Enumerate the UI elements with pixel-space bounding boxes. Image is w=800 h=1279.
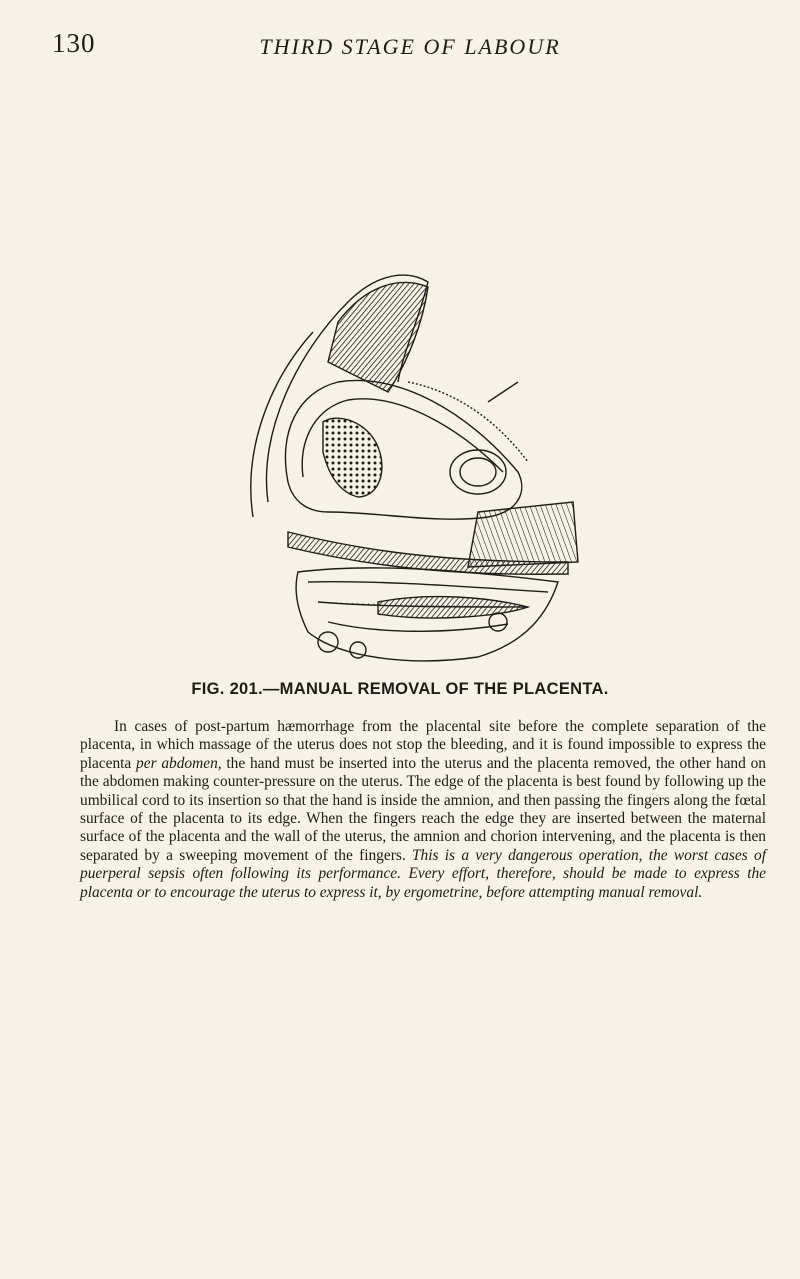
figure-caption: FIG. 201.—MANUAL REMOVAL OF THE PLACENTA.: [191, 680, 609, 698]
running-head: THIRD STAGE OF LABOUR: [259, 34, 561, 59]
uterus-outline: [285, 380, 521, 519]
paragraph-text-2: the hand must be inserted into the uterus and the placenta removed, the other hand on the abdomen making counter-pressure on the uterus. The edge of the placenta is best found by following up the umbilical cord to its insertion so that the hand is inside the amnion, and then passing the fingers along the fœtal surface of the placenta to its edge. When the fingers reach the edge they are inserted between the maternal surface of the placenta and the wall of the uterus, the amnion and chorion intervening, and the placenta is then separated by a sweeping movement of the fingers.: [80, 754, 766, 864]
figure-illustration: [228, 262, 612, 682]
hand-shading: [328, 283, 428, 392]
body-paragraph: [80, 718, 766, 902]
page-number: 130: [52, 28, 96, 58]
abdominal-wall: [468, 502, 578, 567]
paragraph-text-1: In cases of post-partum hæmorrhage from the placental site before the complete separation of the placenta, in which massage of the uterus does not stop the bleeding, and it is found impossible to express the placenta: [80, 718, 766, 772]
paragraph-emphasis-2: This is a very dangerous operation, the worst cases of puerperal sepsis often following its performance. Every effort, therefore, should be made to express the placenta or to encourage the uterus to express it, by ergometrine, before attempting manual removal.: [80, 846, 766, 901]
paragraph-emphasis-1: per abdomen,: [136, 754, 222, 772]
bladder: [450, 450, 506, 494]
placenta: [323, 418, 382, 497]
